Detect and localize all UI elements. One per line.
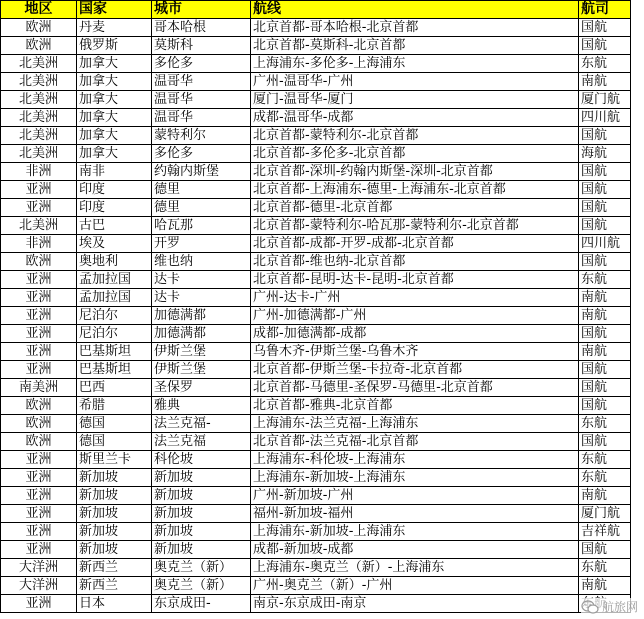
cell-city: 新加坡 bbox=[152, 487, 251, 505]
cell-route: 北京首都-哥本哈根-北京首都 bbox=[251, 19, 579, 37]
cell-country: 孟加拉国 bbox=[77, 271, 152, 289]
cell-city: 莫斯科 bbox=[152, 37, 251, 55]
cell-country: 尼泊尔 bbox=[77, 325, 152, 343]
cell-region: 亚洲 bbox=[1, 271, 77, 289]
cell-route: 上海浦东-新加坡-上海浦东 bbox=[251, 523, 579, 541]
header-airline: 航司 bbox=[579, 1, 631, 19]
cell-route: 乌鲁木齐-伊斯兰堡-乌鲁木齐 bbox=[251, 343, 579, 361]
cell-airline: 国航 bbox=[579, 127, 631, 145]
cell-airline: 国航 bbox=[579, 379, 631, 397]
cell-city: 达卡 bbox=[152, 271, 251, 289]
cell-city: 哥本哈根 bbox=[152, 19, 251, 37]
cell-city: 新加坡 bbox=[152, 523, 251, 541]
cell-country: 新加坡 bbox=[77, 469, 152, 487]
cell-country: 俄罗斯 bbox=[77, 37, 152, 55]
header-country: 国家 bbox=[77, 1, 152, 19]
cell-route: 北京首都-上海浦东-德里-上海浦东-北京首都 bbox=[251, 181, 579, 199]
table-row bbox=[1, 73, 631, 91]
cell-region: 亚洲 bbox=[1, 469, 77, 487]
table-row bbox=[1, 91, 631, 109]
cell-city: 开罗 bbox=[152, 235, 251, 253]
cell-route: 上海浦东-新加坡-上海浦东 bbox=[251, 469, 579, 487]
cell-route: 北京首都-伊斯兰堡-卡拉奇-北京首都 bbox=[251, 361, 579, 379]
cell-city: 雅典 bbox=[152, 397, 251, 415]
cell-airline: 东航 bbox=[579, 469, 631, 487]
cell-airline: 吉祥航 bbox=[579, 523, 631, 541]
cell-region: 亚洲 bbox=[1, 181, 77, 199]
cell-route: 上海浦东-科伦坡-上海浦东 bbox=[251, 451, 579, 469]
cell-route: 广州-达卡-广州 bbox=[251, 289, 579, 307]
cell-airline: 南航 bbox=[579, 487, 631, 505]
cell-route: 成都-新加坡-成都 bbox=[251, 541, 579, 559]
header-city: 城市 bbox=[152, 1, 251, 19]
cell-airline: 南航 bbox=[579, 307, 631, 325]
table-row bbox=[1, 253, 631, 271]
cell-region: 北美洲 bbox=[1, 55, 77, 73]
cell-city: 温哥华 bbox=[152, 91, 251, 109]
cell-city: 法兰克福 bbox=[152, 433, 251, 451]
watermark bbox=[581, 598, 638, 615]
cell-region: 非洲 bbox=[1, 163, 77, 181]
cell-region: 亚洲 bbox=[1, 289, 77, 307]
cell-route: 上海浦东-法兰克福-上海浦东 bbox=[251, 415, 579, 433]
cell-region: 非洲 bbox=[1, 235, 77, 253]
cell-route: 广州-奥克兰（新）-广州 bbox=[251, 577, 579, 595]
header-region: 地区 bbox=[1, 1, 77, 19]
cell-route: 北京首都-蒙特利尔-北京首都 bbox=[251, 127, 579, 145]
table-row bbox=[1, 559, 631, 577]
cell-region: 亚洲 bbox=[1, 325, 77, 343]
cell-route: 上海浦东-多伦多-上海浦东 bbox=[251, 55, 579, 73]
cell-country: 新加坡 bbox=[77, 541, 152, 559]
cell-country: 斯里兰卡 bbox=[77, 451, 152, 469]
cell-country: 加拿大 bbox=[77, 145, 152, 163]
cell-region: 亚洲 bbox=[1, 361, 77, 379]
cell-city: 约翰内斯堡 bbox=[152, 163, 251, 181]
table-row bbox=[1, 505, 631, 523]
cell-region: 亚洲 bbox=[1, 451, 77, 469]
cell-city: 加德满都 bbox=[152, 307, 251, 325]
cell-country: 日本 bbox=[77, 595, 152, 613]
table-row bbox=[1, 271, 631, 289]
table-row bbox=[1, 397, 631, 415]
cell-region: 欧洲 bbox=[1, 433, 77, 451]
cell-country: 尼泊尔 bbox=[77, 307, 152, 325]
cell-city: 德里 bbox=[152, 199, 251, 217]
cell-city: 达卡 bbox=[152, 289, 251, 307]
cell-country: 希腊 bbox=[77, 397, 152, 415]
cell-region: 北美洲 bbox=[1, 217, 77, 235]
cell-city: 奥克兰（新） bbox=[152, 559, 251, 577]
cell-route: 北京首都-蒙特利尔-哈瓦那-蒙特利尔-北京首都 bbox=[251, 217, 579, 235]
table-row bbox=[1, 487, 631, 505]
cell-city: 科伦坡 bbox=[152, 451, 251, 469]
cell-airline: 东航 bbox=[579, 55, 631, 73]
table-row bbox=[1, 163, 631, 181]
table-row bbox=[1, 55, 631, 73]
cell-region: 亚洲 bbox=[1, 199, 77, 217]
cell-airline: 南航 bbox=[579, 343, 631, 361]
table-row bbox=[1, 523, 631, 541]
cell-airline: 南航 bbox=[579, 73, 631, 91]
cell-region: 北美洲 bbox=[1, 109, 77, 127]
cell-city: 新加坡 bbox=[152, 469, 251, 487]
cell-route: 上海浦东-奥克兰（新）-上海浦东 bbox=[251, 559, 579, 577]
watermark-text: 航旅网 bbox=[601, 600, 638, 614]
cell-region: 亚洲 bbox=[1, 541, 77, 559]
cell-airline: 国航 bbox=[579, 217, 631, 235]
cell-city: 东京成田- bbox=[152, 595, 251, 613]
cell-region: 欧洲 bbox=[1, 19, 77, 37]
cell-airline: 东航 bbox=[579, 451, 631, 469]
cell-region: 欧洲 bbox=[1, 253, 77, 271]
cell-airline: 国航 bbox=[579, 19, 631, 37]
cell-region: 北美洲 bbox=[1, 91, 77, 109]
cell-city: 哈瓦那 bbox=[152, 217, 251, 235]
table-row bbox=[1, 199, 631, 217]
cell-route: 北京首都-昆明-达卡-昆明-北京首都 bbox=[251, 271, 579, 289]
table-row bbox=[1, 433, 631, 451]
cell-country: 古巴 bbox=[77, 217, 152, 235]
cell-country: 巴西 bbox=[77, 379, 152, 397]
cell-airline: 国航 bbox=[579, 253, 631, 271]
cell-country: 印度 bbox=[77, 199, 152, 217]
cell-route: 北京首都-多伦多-北京首都 bbox=[251, 145, 579, 163]
cell-region: 亚洲 bbox=[1, 523, 77, 541]
cell-airline: 国航 bbox=[579, 397, 631, 415]
cell-airline: 南航 bbox=[579, 289, 631, 307]
table-row bbox=[1, 595, 631, 613]
header-route: 航线 bbox=[251, 1, 579, 19]
table-row bbox=[1, 217, 631, 235]
cell-region: 大洋洲 bbox=[1, 577, 77, 595]
table-row bbox=[1, 379, 631, 397]
table-row bbox=[1, 19, 631, 37]
table-row bbox=[1, 235, 631, 253]
cell-route: 厦门-温哥华-厦门 bbox=[251, 91, 579, 109]
cell-airline: 四川航 bbox=[579, 235, 631, 253]
cell-region: 北美洲 bbox=[1, 127, 77, 145]
cell-airline: 厦门航 bbox=[579, 505, 631, 523]
table-row bbox=[1, 109, 631, 127]
cell-country: 巴基斯坦 bbox=[77, 343, 152, 361]
cell-airline: 南航 bbox=[579, 577, 631, 595]
cell-route: 北京首都-维也纳-北京首都 bbox=[251, 253, 579, 271]
table-row bbox=[1, 37, 631, 55]
table-row bbox=[1, 181, 631, 199]
cell-airline: 国航 bbox=[579, 199, 631, 217]
cell-city: 维也纳 bbox=[152, 253, 251, 271]
table-row bbox=[1, 343, 631, 361]
cell-region: 北美洲 bbox=[1, 145, 77, 163]
cell-route: 广州-加德满都-广州 bbox=[251, 307, 579, 325]
cell-route: 北京首都-莫斯科-北京首都 bbox=[251, 37, 579, 55]
wechat-icon bbox=[581, 600, 599, 614]
cell-airline: 国航 bbox=[579, 163, 631, 181]
cell-city: 多伦多 bbox=[152, 55, 251, 73]
cell-country: 巴基斯坦 bbox=[77, 361, 152, 379]
cell-airline: 海航 bbox=[579, 145, 631, 163]
cell-airline: 国航 bbox=[579, 541, 631, 559]
cell-region: 欧洲 bbox=[1, 397, 77, 415]
cell-airline: 国航 bbox=[579, 181, 631, 199]
cell-region: 亚洲 bbox=[1, 343, 77, 361]
table-row bbox=[1, 289, 631, 307]
header-row bbox=[1, 1, 631, 19]
cell-route: 广州-温哥华-广州 bbox=[251, 73, 579, 91]
cell-route: 福州-新加坡-福州 bbox=[251, 505, 579, 523]
cell-region: 亚洲 bbox=[1, 487, 77, 505]
cell-route: 北京首都-马德里-圣保罗-马德里-北京首都 bbox=[251, 379, 579, 397]
cell-country: 新加坡 bbox=[77, 505, 152, 523]
cell-country: 加拿大 bbox=[77, 91, 152, 109]
cell-region: 欧洲 bbox=[1, 37, 77, 55]
cell-route: 成都-加德满都-成都 bbox=[251, 325, 579, 343]
cell-city: 加德满都 bbox=[152, 325, 251, 343]
cell-country: 加拿大 bbox=[77, 73, 152, 91]
table-row bbox=[1, 451, 631, 469]
cell-city: 伊斯兰堡 bbox=[152, 343, 251, 361]
cell-country: 新西兰 bbox=[77, 559, 152, 577]
cell-route: 成都-温哥华-成都 bbox=[251, 109, 579, 127]
cell-country: 奥地利 bbox=[77, 253, 152, 271]
cell-city: 新加坡 bbox=[152, 541, 251, 559]
cell-city: 温哥华 bbox=[152, 109, 251, 127]
cell-country: 新西兰 bbox=[77, 577, 152, 595]
cell-airline: 厦门航 bbox=[579, 91, 631, 109]
cell-country: 丹麦 bbox=[77, 19, 152, 37]
cell-airline: 国航 bbox=[579, 433, 631, 451]
cell-country: 加拿大 bbox=[77, 55, 152, 73]
cell-country: 新加坡 bbox=[77, 523, 152, 541]
cell-city: 新加坡 bbox=[152, 505, 251, 523]
cell-route: 北京首都-雅典-北京首都 bbox=[251, 397, 579, 415]
cell-airline: 国航 bbox=[579, 37, 631, 55]
cell-city: 圣保罗 bbox=[152, 379, 251, 397]
cell-airline: 东航 bbox=[579, 271, 631, 289]
cell-city: 温哥华 bbox=[152, 73, 251, 91]
table-row bbox=[1, 361, 631, 379]
cell-country: 孟加拉国 bbox=[77, 289, 152, 307]
cell-route: 北京首都-成都-开罗-成都-北京首都 bbox=[251, 235, 579, 253]
table-row bbox=[1, 577, 631, 595]
cell-city: 多伦多 bbox=[152, 145, 251, 163]
cell-country: 埃及 bbox=[77, 235, 152, 253]
table-row bbox=[1, 325, 631, 343]
cell-region: 亚洲 bbox=[1, 505, 77, 523]
table-row bbox=[1, 307, 631, 325]
cell-city: 法兰克福- bbox=[152, 415, 251, 433]
cell-country: 加拿大 bbox=[77, 109, 152, 127]
cell-country: 德国 bbox=[77, 415, 152, 433]
table-row bbox=[1, 415, 631, 433]
cell-country: 加拿大 bbox=[77, 127, 152, 145]
cell-route: 北京首都-法兰克福-北京首都 bbox=[251, 433, 579, 451]
cell-country: 德国 bbox=[77, 433, 152, 451]
table-row bbox=[1, 145, 631, 163]
cell-airline: 国航 bbox=[579, 361, 631, 379]
cell-region: 北美洲 bbox=[1, 73, 77, 91]
cell-route: 北京首都-德里-北京首都 bbox=[251, 199, 579, 217]
cell-route: 南京-东京成田-南京 bbox=[251, 595, 579, 613]
cell-country: 南非 bbox=[77, 163, 152, 181]
table-row bbox=[1, 127, 631, 145]
cell-airline: 东航 bbox=[579, 559, 631, 577]
cell-city: 德里 bbox=[152, 181, 251, 199]
cell-route: 广州-新加坡-广州 bbox=[251, 487, 579, 505]
table-row bbox=[1, 541, 631, 559]
cell-country: 印度 bbox=[77, 181, 152, 199]
cell-region: 欧洲 bbox=[1, 415, 77, 433]
cell-city: 伊斯兰堡 bbox=[152, 361, 251, 379]
cell-region: 亚洲 bbox=[1, 595, 77, 613]
cell-country: 新加坡 bbox=[77, 487, 152, 505]
cell-airline: 四川航 bbox=[579, 109, 631, 127]
cell-city: 蒙特利尔 bbox=[152, 127, 251, 145]
cell-city: 奥克兰（新） bbox=[152, 577, 251, 595]
cell-route: 北京首都-深圳-约翰内斯堡-深圳-北京首都 bbox=[251, 163, 579, 181]
cell-airline: 东航 bbox=[579, 415, 631, 433]
cell-region: 大洋洲 bbox=[1, 559, 77, 577]
cell-region: 南美洲 bbox=[1, 379, 77, 397]
cell-airline: 国航 bbox=[579, 325, 631, 343]
table-row bbox=[1, 469, 631, 487]
cell-region: 亚洲 bbox=[1, 307, 77, 325]
